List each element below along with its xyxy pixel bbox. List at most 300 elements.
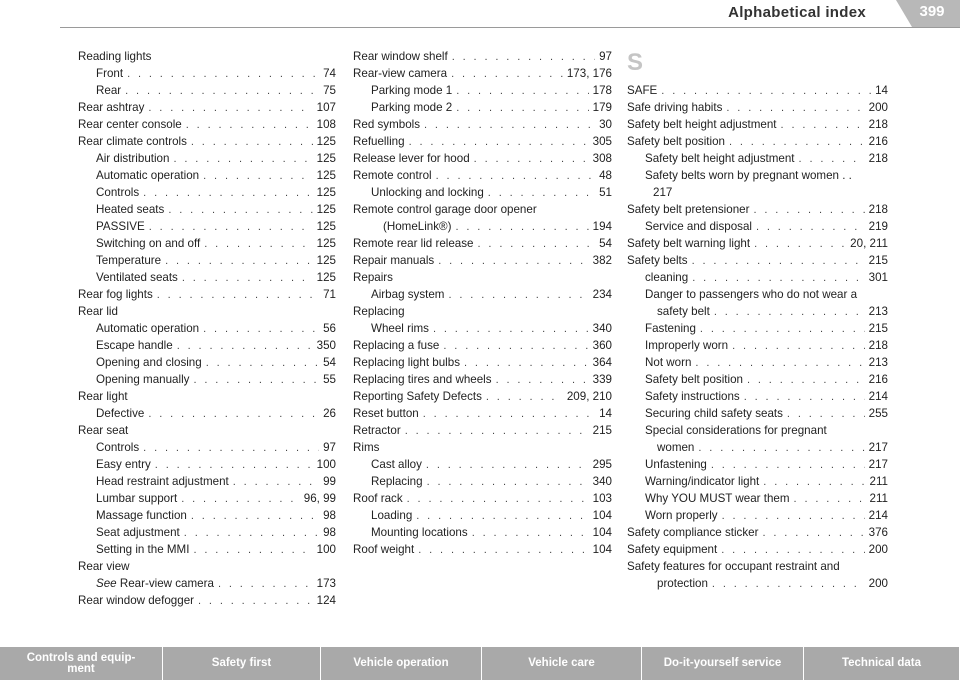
index-entry bbox=[627, 354, 888, 371]
page-ref[interactable]: 14 bbox=[875, 84, 888, 97]
dot-leader bbox=[177, 338, 313, 355]
page-ref[interactable]: 97 bbox=[599, 50, 612, 63]
dot-leader bbox=[206, 355, 319, 372]
index-entry bbox=[627, 201, 888, 218]
index-entry bbox=[353, 541, 612, 558]
page-ref[interactable]: 71 bbox=[323, 288, 336, 301]
entry-label: Parking mode 1 bbox=[371, 84, 453, 97]
page-ref[interactable]: 54 bbox=[599, 237, 612, 250]
dot-leader bbox=[700, 321, 865, 338]
page-ref[interactable]: 200 bbox=[868, 543, 888, 556]
entry-label: PASSIVE bbox=[96, 220, 145, 233]
index-entry bbox=[627, 252, 888, 269]
page-ref[interactable]: 56 bbox=[323, 322, 336, 335]
dot-leader bbox=[753, 202, 864, 219]
dot-leader bbox=[744, 389, 865, 406]
index-entry bbox=[353, 48, 612, 65]
entry-label: Loading bbox=[371, 509, 413, 522]
index-entry bbox=[353, 354, 612, 371]
page-ref[interactable]: 125 bbox=[316, 271, 336, 284]
index-entry bbox=[78, 48, 336, 65]
dot-leader bbox=[478, 236, 596, 253]
tab-technical-data[interactable]: Technical data bbox=[804, 647, 960, 680]
index-entry bbox=[627, 116, 888, 133]
index-entry bbox=[353, 133, 612, 150]
page-ref[interactable]: 216 bbox=[868, 373, 888, 386]
index-entry bbox=[353, 303, 612, 320]
index-entry bbox=[78, 490, 336, 507]
tab-controls[interactable]: Controls and equip- ment bbox=[0, 647, 163, 680]
page-number: 399 bbox=[919, 3, 945, 20]
dot-leader bbox=[464, 355, 589, 372]
page-ref[interactable]: 51 bbox=[599, 186, 612, 199]
entry-label: Rear center console bbox=[78, 118, 182, 131]
entry-label: Safe driving habits bbox=[627, 101, 723, 114]
index-entry bbox=[627, 303, 888, 320]
dot-leader bbox=[418, 542, 588, 559]
dot-leader bbox=[455, 219, 588, 236]
page-ref[interactable]: 74 bbox=[323, 67, 336, 80]
entry-label: Rear bbox=[96, 84, 122, 97]
page-ref[interactable]: 98 bbox=[323, 509, 336, 522]
index-column-1 bbox=[78, 48, 336, 609]
page-ref[interactable]: 108 bbox=[316, 118, 336, 131]
dot-leader bbox=[698, 440, 864, 457]
entry-label: Remote control bbox=[353, 169, 432, 182]
dot-leader bbox=[191, 508, 319, 525]
entry-label: cleaning bbox=[645, 271, 689, 284]
dot-leader bbox=[781, 117, 865, 134]
index-entry bbox=[78, 405, 336, 422]
index-entry bbox=[627, 388, 888, 405]
entry-label: Safety belt height adjustment bbox=[645, 152, 795, 165]
page-ref[interactable]: 55 bbox=[323, 373, 336, 386]
index-entry bbox=[78, 592, 336, 609]
page-ref[interactable]: 125 bbox=[316, 220, 336, 233]
section-letter: S bbox=[627, 49, 644, 76]
entry-label: Parking mode 2 bbox=[371, 101, 453, 114]
entry-label: Automatic operation bbox=[96, 169, 200, 182]
entry-label: (HomeLink®) bbox=[383, 220, 452, 233]
page-ref[interactable]: 218 bbox=[868, 339, 888, 352]
index-entry bbox=[627, 99, 888, 116]
dot-leader bbox=[762, 525, 864, 542]
page-ref[interactable]: 125 bbox=[316, 203, 336, 216]
page-ref[interactable]: 216 bbox=[868, 135, 888, 148]
index-entry bbox=[78, 235, 336, 252]
page-ref[interactable]: 54 bbox=[323, 356, 336, 369]
dot-leader bbox=[452, 49, 595, 66]
page-ref[interactable]: 125 bbox=[316, 237, 336, 250]
page-ref[interactable]: 125 bbox=[316, 186, 336, 199]
index-entry bbox=[353, 490, 612, 507]
index-entry bbox=[627, 524, 888, 541]
tab-safety-first[interactable]: Safety first bbox=[163, 647, 321, 680]
page-ref[interactable]: 364 bbox=[592, 356, 612, 369]
entry-label: Remote rear lid release bbox=[353, 237, 474, 250]
page-ref[interactable]: 14 bbox=[599, 407, 612, 420]
dot-leader bbox=[443, 338, 588, 355]
entry-label: Rims bbox=[353, 441, 380, 454]
index-entry bbox=[353, 218, 612, 235]
entry-label: Automatic operation bbox=[96, 322, 200, 335]
page-ref[interactable]: 125 bbox=[316, 254, 336, 267]
page-ref[interactable]: 339 bbox=[592, 373, 612, 386]
page-ref[interactable]: 255 bbox=[868, 407, 888, 420]
index-entry bbox=[78, 439, 336, 456]
entry-label: Safety belt position bbox=[627, 135, 725, 148]
entry-label: Safety equipment bbox=[627, 543, 718, 556]
dot-leader bbox=[714, 304, 865, 321]
page-ref[interactable]: 100 bbox=[316, 458, 336, 471]
index-entry bbox=[627, 490, 888, 507]
dot-leader bbox=[198, 593, 313, 610]
entry-label: Warning/indicator light bbox=[645, 475, 760, 488]
page-ref[interactable]: 178 bbox=[592, 84, 612, 97]
index-entry bbox=[353, 422, 612, 439]
dot-leader bbox=[148, 406, 319, 423]
page-ref[interactable]: 99 bbox=[323, 475, 336, 488]
index-entry bbox=[353, 65, 612, 82]
index-entry bbox=[353, 388, 612, 405]
index-entry bbox=[627, 133, 888, 150]
dot-leader bbox=[143, 185, 312, 202]
dot-leader bbox=[474, 151, 589, 168]
page-ref[interactable]: 218 bbox=[868, 203, 888, 216]
index-entry bbox=[78, 201, 336, 218]
page-ref[interactable]: 350 bbox=[316, 339, 336, 352]
entry-label: Replacing bbox=[371, 475, 423, 488]
page-ref[interactable]: 215 bbox=[592, 424, 612, 437]
page-number-box bbox=[890, 0, 960, 27]
entry-label: Head restraint adjustment bbox=[96, 475, 229, 488]
dot-leader bbox=[754, 236, 846, 253]
dot-leader bbox=[787, 406, 865, 423]
page-ref[interactable]: 179 bbox=[592, 101, 612, 114]
index-entry bbox=[627, 218, 888, 235]
dot-leader bbox=[233, 474, 319, 491]
index-entry bbox=[353, 439, 612, 456]
page-ref[interactable]: 30 bbox=[599, 118, 612, 131]
entry-label: Mounting locations bbox=[371, 526, 468, 539]
entry-label: 217 bbox=[653, 186, 673, 199]
index-entry bbox=[353, 99, 612, 116]
page-ref[interactable]: 382 bbox=[592, 254, 612, 267]
page-ref[interactable]: 218 bbox=[868, 152, 888, 165]
index-entry bbox=[627, 575, 888, 592]
entry-label: Lumbar support bbox=[96, 492, 178, 505]
entry-label: Unlocking and locking bbox=[371, 186, 484, 199]
page-ref[interactable]: 125 bbox=[316, 169, 336, 182]
index-entry bbox=[353, 150, 612, 167]
index-entry bbox=[78, 150, 336, 167]
entry-label: Switching on and off bbox=[96, 237, 201, 250]
page-ref[interactable]: 215 bbox=[868, 322, 888, 335]
page-ref[interactable]: 340 bbox=[592, 322, 612, 335]
dot-leader bbox=[148, 100, 312, 117]
index-entry bbox=[627, 439, 888, 456]
dot-leader bbox=[729, 134, 865, 151]
index-entry bbox=[78, 303, 336, 320]
page-ref[interactable]: 213 bbox=[868, 356, 888, 369]
entry-label: Cast alloy bbox=[371, 458, 422, 471]
footer-tab-bar bbox=[0, 647, 960, 680]
index-entry bbox=[78, 133, 336, 150]
page-ref[interactable]: 100 bbox=[316, 543, 336, 556]
entry-label: Rear view bbox=[78, 560, 130, 573]
page-ref[interactable]: 219 bbox=[868, 220, 888, 233]
index-entry bbox=[627, 507, 888, 524]
entry-label: Safety belts worn by pregnant women . . bbox=[645, 169, 852, 182]
page-ref[interactable]: 214 bbox=[868, 390, 888, 403]
dot-leader bbox=[726, 100, 864, 117]
page-ref[interactable]: 48 bbox=[599, 169, 612, 182]
entry-label: protection bbox=[657, 577, 708, 590]
dot-leader bbox=[193, 372, 319, 389]
page-ref[interactable]: 104 bbox=[592, 509, 612, 522]
index-entry bbox=[78, 524, 336, 541]
entry-label: Replacing tires and wheels bbox=[353, 373, 492, 386]
index-entry bbox=[78, 388, 336, 405]
dot-leader bbox=[448, 287, 588, 304]
index-entry bbox=[353, 473, 612, 490]
dot-leader bbox=[712, 576, 865, 593]
index-entry bbox=[353, 337, 612, 354]
entry-label: Safety instructions bbox=[645, 390, 740, 403]
entry-label: Roof weight bbox=[353, 543, 415, 556]
index-entry bbox=[78, 575, 336, 592]
entry-label: Rear seat bbox=[78, 424, 129, 437]
dot-leader bbox=[203, 321, 319, 338]
page-ref[interactable]: 96, 99 bbox=[303, 492, 336, 505]
page-header bbox=[0, 0, 960, 44]
dot-leader bbox=[456, 83, 588, 100]
index-entry bbox=[353, 269, 612, 286]
dot-leader bbox=[165, 253, 313, 270]
entry-label: Rear fog lights bbox=[78, 288, 153, 301]
dot-leader bbox=[496, 372, 589, 389]
entry-label: Temperature bbox=[96, 254, 162, 267]
index-column-3 bbox=[627, 48, 888, 592]
entry-label: Rear-view camera bbox=[353, 67, 448, 80]
entry-label: Rear ashtray bbox=[78, 101, 145, 114]
page-ref[interactable]: 215 bbox=[868, 254, 888, 267]
page-ref[interactable]: 104 bbox=[592, 526, 612, 539]
entry-label: Safety compliance sticker bbox=[627, 526, 759, 539]
index-entry bbox=[78, 184, 336, 201]
dot-leader bbox=[127, 66, 319, 83]
dot-leader bbox=[186, 117, 313, 134]
page-ref[interactable]: 200 bbox=[868, 101, 888, 114]
dot-leader bbox=[722, 508, 865, 525]
index-entry bbox=[78, 354, 336, 371]
entry-label: Safety belt warning light bbox=[627, 237, 751, 250]
dot-leader bbox=[182, 270, 313, 287]
entry-label: women bbox=[657, 441, 695, 454]
entry-label: Release lever for hood bbox=[353, 152, 470, 165]
index-entry bbox=[627, 371, 888, 388]
entry-label: Danger to passengers who do not wear a bbox=[645, 288, 858, 301]
dot-leader bbox=[486, 389, 563, 406]
index-entry bbox=[353, 167, 612, 184]
entry-label: Rear light bbox=[78, 390, 128, 403]
index-entry bbox=[78, 337, 336, 354]
page-ref[interactable]: 107 bbox=[316, 101, 336, 114]
page-ref[interactable]: 217 bbox=[868, 441, 888, 454]
dot-leader bbox=[191, 134, 313, 151]
dot-leader bbox=[218, 576, 313, 593]
page-ref[interactable]: 103 bbox=[592, 492, 612, 505]
dot-leader bbox=[181, 491, 300, 508]
index-entry bbox=[78, 252, 336, 269]
page-ref[interactable]: 340 bbox=[592, 475, 612, 488]
page-ref[interactable]: 213 bbox=[868, 305, 888, 318]
index-entry bbox=[353, 286, 612, 303]
page-ref[interactable]: 173 bbox=[316, 577, 336, 590]
index-entry bbox=[78, 422, 336, 439]
dot-leader bbox=[424, 117, 595, 134]
page-ref[interactable]: 20, 211 bbox=[850, 237, 888, 250]
dot-leader bbox=[661, 83, 871, 100]
entry-label: Safety belt height adjustment bbox=[627, 118, 777, 131]
entry-label: Rear window shelf bbox=[353, 50, 448, 63]
entry-label: Worn properly bbox=[645, 509, 718, 522]
dot-leader bbox=[407, 491, 589, 508]
dot-leader bbox=[168, 202, 312, 219]
entry-label: Roof rack bbox=[353, 492, 403, 505]
entry-label: Rear climate controls bbox=[78, 135, 187, 148]
entry-label: Defective bbox=[96, 407, 145, 420]
dot-leader bbox=[155, 457, 313, 474]
index-entry bbox=[353, 524, 612, 541]
dot-leader bbox=[488, 185, 595, 202]
entry-label: Reporting Safety Defects bbox=[353, 390, 482, 403]
index-entry bbox=[353, 507, 612, 524]
page-ref[interactable]: 211 bbox=[869, 492, 888, 505]
entry-label: Fastening bbox=[645, 322, 696, 335]
entry-label bbox=[96, 575, 214, 592]
dot-leader bbox=[747, 372, 865, 389]
index-entry bbox=[627, 541, 888, 558]
page-ref[interactable]: 125 bbox=[316, 152, 336, 165]
index-entry bbox=[353, 235, 612, 252]
dot-leader bbox=[794, 491, 866, 508]
index-entry bbox=[78, 116, 336, 133]
page-ref[interactable]: 301 bbox=[868, 271, 888, 284]
page-ref[interactable]: 234 bbox=[592, 288, 612, 301]
page-ref[interactable]: 209, 210 bbox=[566, 390, 612, 403]
dot-leader bbox=[456, 100, 588, 117]
entry-label: Red symbols bbox=[353, 118, 421, 131]
index-entry bbox=[353, 405, 612, 422]
index-entry bbox=[78, 473, 336, 490]
entry-label: Why YOU MUST wear them bbox=[645, 492, 790, 505]
index-entry bbox=[353, 184, 612, 201]
entry-label: Service and disposal bbox=[645, 220, 752, 233]
dot-leader bbox=[203, 168, 313, 185]
page-ref[interactable]: 308 bbox=[592, 152, 612, 165]
dot-leader bbox=[438, 253, 588, 270]
index-entry bbox=[353, 82, 612, 99]
dot-leader bbox=[692, 270, 864, 287]
dot-leader bbox=[426, 457, 589, 474]
dot-leader bbox=[756, 219, 865, 236]
dot-leader bbox=[204, 236, 312, 253]
page-ref[interactable]: 295 bbox=[592, 458, 612, 471]
page-title: Alphabetical index bbox=[728, 4, 866, 21]
page-ref[interactable]: 75 bbox=[323, 84, 336, 97]
entry-label: Securing child safety seats bbox=[645, 407, 783, 420]
index-entry bbox=[627, 235, 888, 252]
page-ref[interactable]: 98 bbox=[323, 526, 336, 539]
page-ref[interactable]: 360 bbox=[592, 339, 612, 352]
entry-label: Reading lights bbox=[78, 50, 152, 63]
index-entry bbox=[78, 541, 336, 558]
dot-leader bbox=[799, 151, 865, 168]
index-column-2 bbox=[353, 48, 612, 558]
page-ref[interactable]: 214 bbox=[868, 509, 888, 522]
entry-label: Front bbox=[96, 67, 124, 80]
tab-vehicle-care[interactable]: Vehicle care bbox=[482, 647, 642, 680]
dot-leader bbox=[436, 168, 595, 185]
dot-leader bbox=[173, 151, 312, 168]
dot-leader bbox=[157, 287, 319, 304]
page-ref[interactable]: 26 bbox=[323, 407, 336, 420]
page-ref[interactable]: 376 bbox=[868, 526, 888, 539]
entry-label: Heated seats bbox=[96, 203, 165, 216]
page-ref[interactable]: 200 bbox=[868, 577, 888, 590]
tab-vehicle-operation[interactable]: Vehicle operation bbox=[321, 647, 482, 680]
page-ref[interactable]: 194 bbox=[592, 220, 612, 233]
dot-leader bbox=[711, 457, 865, 474]
dot-leader bbox=[416, 508, 588, 525]
dot-leader bbox=[692, 253, 865, 270]
page-ref[interactable]: 218 bbox=[868, 118, 888, 131]
entry-label: Safety features for occupant restraint and bbox=[627, 560, 840, 573]
page-ref[interactable]: 217 bbox=[868, 458, 888, 471]
index-entry bbox=[78, 320, 336, 337]
entry-label: Rear lid bbox=[78, 305, 118, 318]
entry-label: Safety belts bbox=[627, 254, 688, 267]
page-ref[interactable]: 124 bbox=[316, 594, 336, 607]
index-entry bbox=[627, 405, 888, 422]
index-entry bbox=[627, 422, 888, 439]
dot-leader bbox=[451, 66, 563, 83]
page-ref[interactable]: 211 bbox=[869, 475, 888, 488]
page-ref[interactable]: 125 bbox=[316, 135, 336, 148]
page-ref[interactable]: 173, 176 bbox=[566, 67, 612, 80]
dot-leader bbox=[763, 474, 865, 491]
entry-label: safety belt bbox=[657, 305, 710, 318]
index-entry bbox=[78, 269, 336, 286]
index-entry bbox=[78, 456, 336, 473]
entry-label: Easy entry bbox=[96, 458, 151, 471]
index-entry bbox=[627, 286, 888, 303]
tab-diy-service[interactable]: Do-it-yourself service bbox=[642, 647, 804, 680]
index-entry bbox=[627, 150, 888, 167]
dot-leader bbox=[409, 134, 589, 151]
dot-leader bbox=[184, 525, 319, 542]
index-entry bbox=[353, 201, 612, 218]
index-entry bbox=[78, 371, 336, 388]
dot-leader bbox=[427, 474, 589, 491]
entry-label: Replacing bbox=[353, 305, 405, 318]
entry-label: Air distribution bbox=[96, 152, 170, 165]
page-ref[interactable]: 97 bbox=[323, 441, 336, 454]
page-ref[interactable]: 305 bbox=[592, 135, 612, 148]
page-ref[interactable]: 104 bbox=[592, 543, 612, 556]
index-entry bbox=[78, 558, 336, 575]
